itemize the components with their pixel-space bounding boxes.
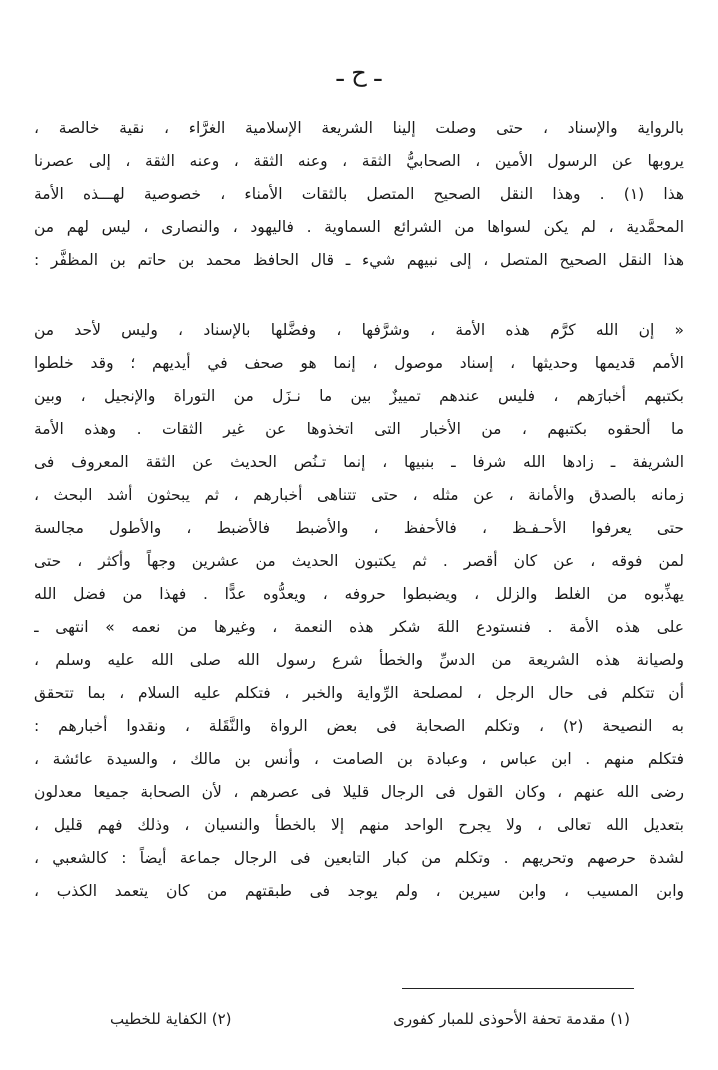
- text-line: بكتبهم أخبارَهم ، فليس عندهم تمييزٌ بين ما نـزَل من التوراة والإنجيل ، وبين: [34, 387, 684, 405]
- text-line: هذا (١) . وهذا النقل الصحيح المتصل بالثقات الأمناء ، خصوصية لهـــذه الأمة: [34, 185, 684, 203]
- text-line: بالرواية والإسناد ، حتى وصلت إلينا الشريعة الإسلامية الغرَّاء ، نقية خالصة ،: [34, 119, 684, 137]
- text-line: رضى الله عنهم ، وكان القول فى الرجال قليلا فى عصرهم ، لأن الصحابة جميعا معدلون: [34, 783, 684, 801]
- text-line: بتعديل الله تعالى ، ولا يجرح الواحد منهم إلا بالخطأ والنسيان ، وذلك فهم قليل ،: [34, 816, 684, 834]
- footnote-2: (٢) الكفاية للخطيب: [110, 1010, 232, 1028]
- text-line: لشدة حرصهم وتحريهم . وتكلم من كبار التابعين فى الرجال جماعة أيضاً : كالشعبي ،: [34, 849, 684, 867]
- page-number: ـ ح ـ: [336, 59, 382, 87]
- text-line: لمن فوقه ، عن كان أقصر . ثم يكتبون الحديث من عشرين وجهاً وأكثر ، حتى: [34, 552, 684, 570]
- text-line: حتى يعرفوا الأحـفـظ ، فالأحفظ ، والأضبط فالأضبط ، والأطول مجالسة: [34, 519, 684, 537]
- text-line: أن تتكلم فى حال الرجل ، لمصلحة الرِّواية والخبر ، فتكلم عليه السلام ، بما تتحقق: [34, 684, 684, 702]
- text-line: به النصيحة (٢) ، وتكلم الصحابة فى بعض الرواة والنَّقَلة ، ونقدوا أخبارهم :: [34, 717, 684, 735]
- text-line: يروبها عن الرسول الأمين ، الصحابيُّ الثقة ، وعنه الثقة ، وعنه الثقة ، إلى عصرنا: [34, 152, 684, 170]
- text-line: وابن المسيب ، وابن سيرين ، ولم يوجد فى طبقتهم من كان يتعمد الكذب ،: [34, 882, 684, 900]
- text-line: هذا النقل الصحيح المتصل ، إلى نبيهم شيء ـ قال الحافظ محمد بن حاتم بن المظفَّر :: [34, 251, 684, 269]
- footnote-1: (١) مقدمة تحفة الأحوذى للمبار كفورى: [393, 1010, 630, 1028]
- text-line: الأمم قديمها وحديثها ، إسناد موصول ، إنما هو صحف في أيديهم ؛ وقد خلطوا: [34, 354, 684, 372]
- footnote-divider: [402, 988, 634, 989]
- text-line: زمانه بالصدق والأمانة ، عن مثله ، حتى تتناهى أخبارهم ، ثم يبحثون أشد البحث ،: [34, 486, 684, 504]
- text-line: يهذِّبوه من الغلط والزلل ، ويضبطوا حروفه ، ويعدُّوه عدًّا . فهذا من فضل الله: [34, 585, 684, 603]
- text-line: ولصيانة هذه الشريعة من الدسِّ والخطأ شرع رسول الله صلى الله عليه وسلم ،: [34, 651, 684, 669]
- text-line: « إن الله كرَّم هذه الأمة ، وشرَّفها ، وفضَّلها بالإسناد ، وليس لأحد من: [34, 321, 684, 339]
- text-line: الشريفة ـ زادها الله شرفا ـ بنبيها ، إنما تـنُص الحديث عن الثقة المعروف فى: [34, 453, 684, 471]
- text-line: ما ألحقوه بكتبهم ، من الأخبار التى اتخذوها عن غير الثقات . وهذه الأمة: [34, 420, 684, 438]
- text-line: على هذه الأمة . فنستودع اللهَ شكر هذه النعمة ، وغيرها من نعمه » انتهى ـ: [34, 618, 684, 636]
- text-line: فتكلم منهم . ابن عباس ، وعبادة بن الصامت ، وأنس بن مالك ، والسيدة عائشة ،: [34, 750, 684, 768]
- text-line: المحمَّدية ، لم يكن لسواها من الشرائع السماوية . فاليهود ، والنصارى ، ليس لهم من: [34, 218, 684, 236]
